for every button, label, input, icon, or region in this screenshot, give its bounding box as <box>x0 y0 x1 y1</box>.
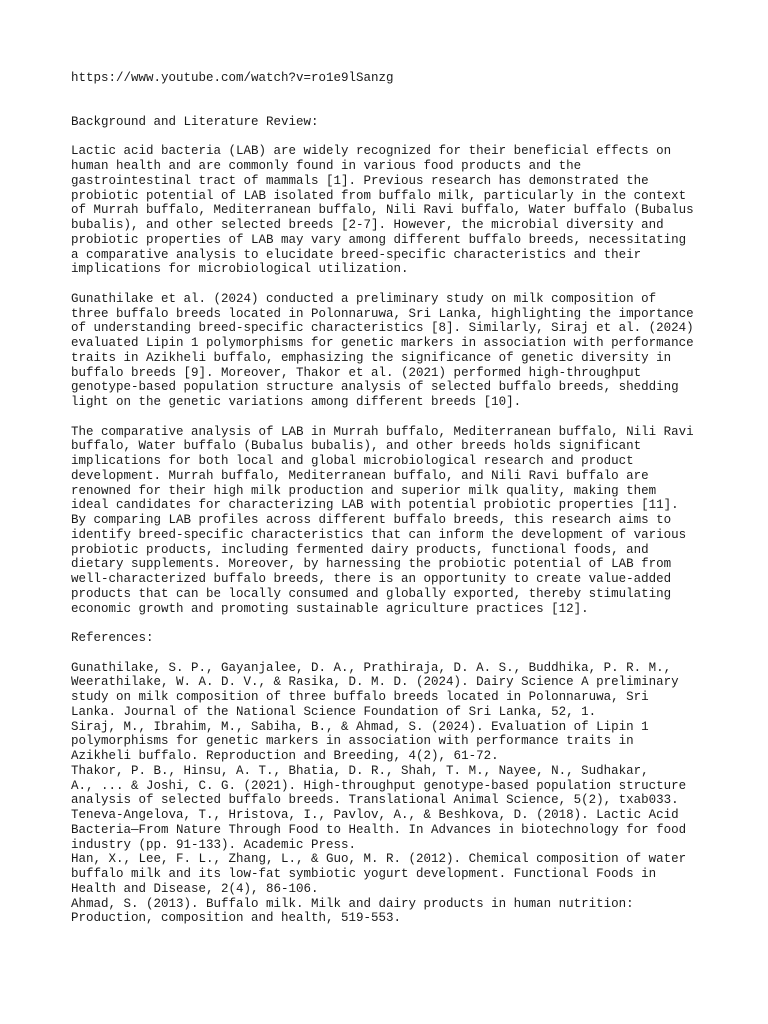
reference-item <box>71 661 711 720</box>
paragraph-line: probiotic potential of LAB isolated from buffalo milk, particularly in the context <box>71 188 687 203</box>
paragraph-line: development. Murrah buffalo, Mediterranean buffalo, and Nili Ravi buffalo are <box>71 468 649 483</box>
paragraph-line: probiotic products, including fermented dairy products, functional foods, and <box>71 542 649 557</box>
reference-item <box>71 764 711 808</box>
paragraph-line: gastrointestinal tract of mammals [1]. Previous research has demonstrated the <box>71 173 649 188</box>
reference-line: Health and Disease, 2(4), 86-106. <box>71 881 319 896</box>
reference-line: A., ... & Joshi, C. G. (2021). High-throughput genotype-based population structure <box>71 778 687 793</box>
paragraph-line: evaluated Lipin 1 polymorphisms for genetic markers in association with performance <box>71 336 694 350</box>
spacer <box>71 616 711 631</box>
reference-line: Lanka. Journal of the National Science Foundation of Sri Lanka, 52, 1. <box>71 704 597 719</box>
reference-item <box>71 720 711 764</box>
paragraph-line: buffalo, Water buffalo (Bubalus bubalis), and other breeds holds significant <box>71 439 642 454</box>
paragraph-3 <box>71 425 711 617</box>
spacer <box>71 86 711 115</box>
reference-line: Bacteria—From Nature Through Food to Health. In Advances in biotechnology for food <box>71 822 687 837</box>
paragraph-line: By comparing LAB profiles across different buffalo breeds, this research aims to <box>71 513 672 527</box>
reference-line: Thakor, P. B., Hinsu, A. T., Bhatia, D. R., Shah, T. M., Nayee, N., Sudhakar, <box>71 763 649 778</box>
reference-line: industry (pp. 91-133). Academic Press. <box>71 837 357 852</box>
reference-line: Teneva-Angelova, T., Hristova, I., Pavlov, A., & Beshkova, D. (2018). Lactic Acid <box>71 808 679 822</box>
paragraph-line: economic growth and promoting sustainable agriculture practices [12]. <box>71 601 589 616</box>
paragraph-line: implications for both local and global microbiological research and product <box>71 454 634 468</box>
paragraph-line: three buffalo breeds located in Polonnaruwa, Sri Lanka, highlighting the importance <box>71 306 694 321</box>
reference-line: Siraj, M., Ibrahim, M., Sabiha, B., & Ahmad, S. (2024). Evaluation of Lipin 1 <box>71 719 649 734</box>
paragraph-line: bubalis), and other selected breeds [2-7]. However, the microbial diversity and <box>71 218 664 232</box>
paragraph-line: products that can be locally consumed and globally exported, thereby stimulating <box>71 586 672 601</box>
section-heading: Background and Literature Review: <box>71 114 319 129</box>
references-heading: References: <box>71 631 154 645</box>
paragraph-line: renowned for their high milk production and superior milk quality, making them <box>71 483 657 498</box>
reference-line: analysis of selected buffalo breeds. Translational Animal Science, 5(2), txab033. <box>71 793 679 808</box>
source-url-line <box>71 71 711 86</box>
reference-line: buffalo milk and its low-fat symbiotic yogurt development. Functional Foods in <box>71 867 657 881</box>
spacer <box>71 277 711 292</box>
reference-line: Production, composition and health, 519-553. <box>71 911 402 926</box>
paragraph-2 <box>71 292 711 410</box>
paragraph-line: ideal candidates for characterizing LAB with potential probiotic properties [11]. <box>71 498 679 513</box>
references-list <box>71 661 711 927</box>
paragraph-line: human health and are commonly found in various food products and the <box>71 159 582 173</box>
paragraph-line: a comparative analysis to elucidate breed-specific characteristics and their <box>71 247 642 262</box>
spacer <box>71 410 711 425</box>
spacer <box>71 646 711 661</box>
reference-line: Azikheli buffalo. Reproduction and Breeding, 4(2), 61-72. <box>71 749 499 763</box>
paragraph-line: Gunathilake et al. (2024) conducted a preliminary study on milk composition of <box>71 291 657 306</box>
paragraph-1 <box>71 144 711 277</box>
reference-line: study on milk composition of three buffalo breeds located in Polonnaruwa, Sri <box>71 690 649 704</box>
paragraph-line: buffalo breeds [9]. Moreover, Thakor et al. (2021) performed high-throughput <box>71 365 642 380</box>
paragraph-line: probiotic properties of LAB may vary among different buffalo breeds, necessitating <box>71 232 687 247</box>
paragraph-line: of Murrah buffalo, Mediterranean buffalo, Nili Ravi buffalo, Water buffalo (Bubalus <box>71 203 694 218</box>
reference-item <box>71 852 711 896</box>
paragraph-line: dietary supplements. Moreover, by harnessing the probiotic potential of LAB from <box>71 557 672 572</box>
paragraph-line: implications for microbiological utilization. <box>71 262 409 277</box>
paragraph-line: light on the genetic variations among different breeds [10]. <box>71 395 522 409</box>
paragraph-line: well-characterized buffalo breeds, there is an opportunity to create value-added <box>71 572 672 586</box>
paragraph-line: traits in Azikheli buffalo, emphasizing the significance of genetic diversity in <box>71 350 672 365</box>
reference-line: polymorphisms for genetic markers in association with performance traits in <box>71 734 634 749</box>
reference-line: Ahmad, S. (2013). Buffalo milk. Milk and dairy products in human nutrition: <box>71 896 634 911</box>
reference-item <box>71 897 711 927</box>
source-url-link[interactable]: https://www.youtube.com/watch?v=ro1e9lSanzg <box>71 71 394 85</box>
reference-item <box>71 808 711 852</box>
spacer <box>71 130 711 145</box>
reference-line: Weerathilake, W. A. D. V., & Rasika, D. M. D. (2024). Dairy Science A preliminary <box>71 675 679 690</box>
paragraph-line: Lactic acid bacteria (LAB) are widely recognized for their beneficial effects on <box>71 144 672 159</box>
paragraph-line: identify breed-specific characteristics that can inform the development of various <box>71 527 687 542</box>
paragraph-line: The comparative analysis of LAB in Murrah buffalo, Mediterranean buffalo, Nili Ravi <box>71 424 694 439</box>
reference-line: Gunathilake, S. P., Gayanjalee, D. A., Prathiraja, D. A. S., Buddhika, P. R. M., <box>71 660 672 675</box>
document-page <box>71 71 711 926</box>
paragraph-line: genotype-based population structure analysis of selected buffalo breeds, shedding <box>71 380 679 395</box>
paragraph-line: of understanding breed-specific characteristics [8]. Similarly, Siraj et al. (2024) <box>71 321 694 336</box>
reference-line: Han, X., Lee, F. L., Zhang, L., & Guo, M. R. (2012). Chemical composition of water <box>71 852 687 867</box>
